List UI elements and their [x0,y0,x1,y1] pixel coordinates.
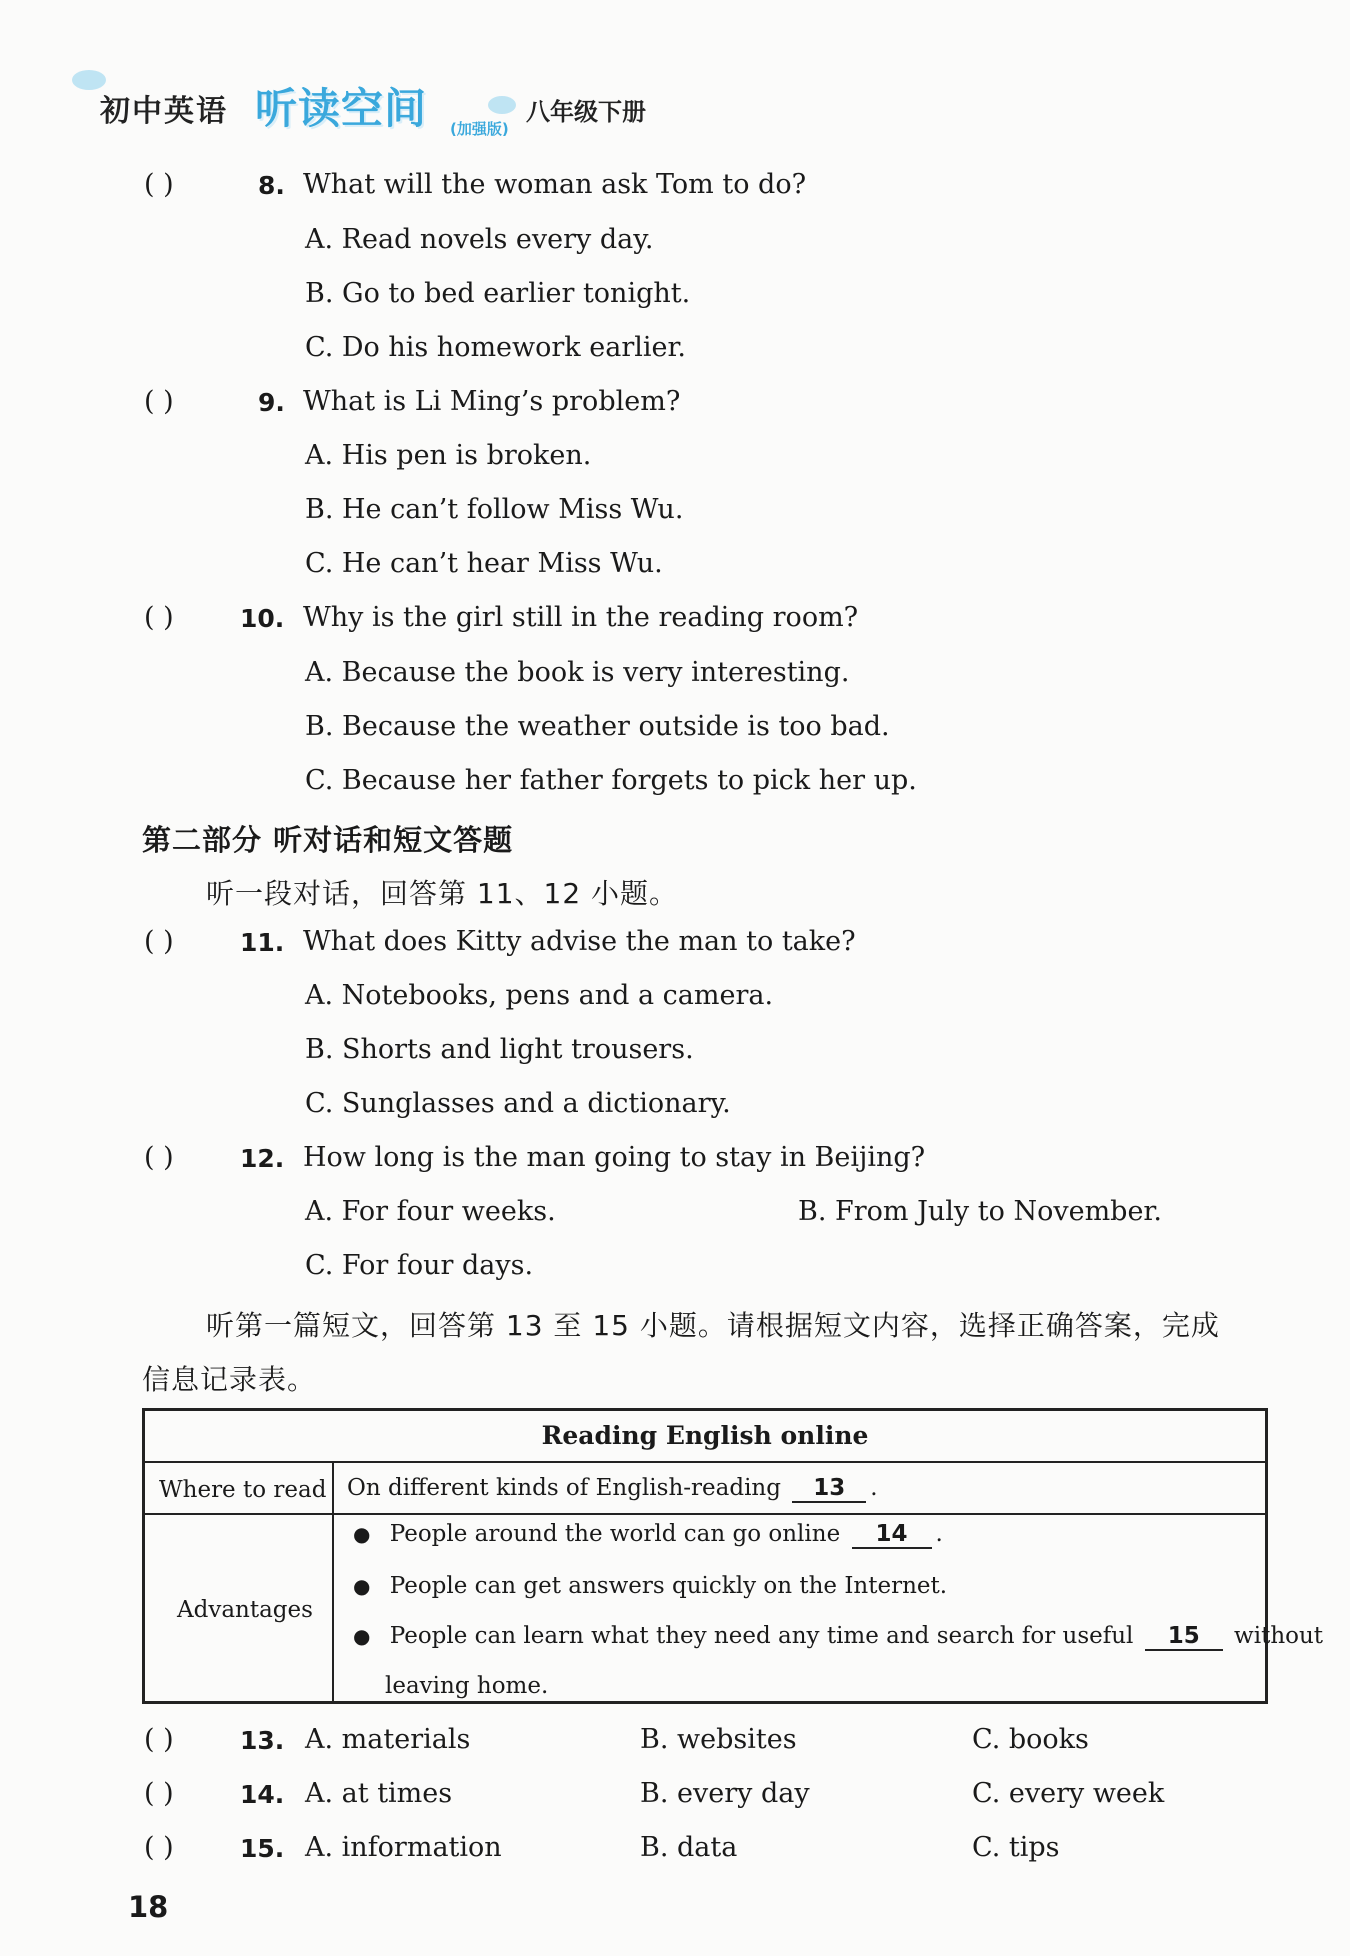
answer-bracket[interactable]: ( ) [144,1832,174,1863]
option: B. He can’t follow Miss Wu. [305,494,684,525]
question-stem: What is Li Ming’s problem? [303,386,681,417]
table-cell [347,1475,878,1503]
answer-blank-13[interactable]: 13 [792,1475,866,1503]
question-number: 11. [240,928,285,957]
option: B. data [640,1832,738,1863]
question-stem: How long is the man going to stay in Beijing? [303,1142,926,1173]
option: B. Because the weather outside is too bad. [305,711,890,742]
question-number: 14. [240,1780,285,1809]
option: C. tips [972,1832,1060,1863]
bullet-text-continued: without [1234,1623,1324,1649]
question-number: 8. [258,171,285,200]
bullet-item [353,1573,947,1599]
bullet-text: People around the world can go online [389,1521,841,1547]
cell-text: On different kinds of English-reading [347,1475,781,1501]
option: C. Because her father forgets to pick her up. [305,765,917,796]
question-number: 13. [240,1726,285,1755]
option: B. Shorts and light trousers. [305,1034,694,1065]
option: C. Sunglasses and a dictionary. [305,1088,731,1119]
question-number: 12. [240,1144,285,1173]
bullet-text: People can learn what they need any time and search for useful [389,1623,1134,1649]
answer-bracket[interactable]: ( ) [144,1142,174,1173]
option: A. His pen is broken. [305,440,592,471]
question-number: 15. [240,1834,285,1863]
option: A. materials [305,1724,471,1755]
info-record-table [142,1408,1324,1704]
section-title: 第二部分 听对话和短文答题 [142,823,514,857]
punctuation: . [870,1475,878,1501]
answer-bracket[interactable]: ( ) [144,1724,174,1755]
option: C. every week [972,1778,1165,1809]
series-title: 初中英语 [100,94,228,129]
row-label-where: Where to read [159,1477,327,1503]
option: C. He can’t hear Miss Wu. [305,548,663,579]
table-title: Reading English online [145,1411,1265,1463]
brand-subtitle: (加强版) [450,120,509,138]
question-number: 9. [258,388,285,417]
option: A. information [305,1832,502,1863]
instruction: 听第一篇短文，回答第 13 至 15 小题。请根据短文内容，选择正确答案，完成 [206,1309,1220,1342]
option: B. From July to November. [798,1196,1162,1227]
answer-bracket[interactable]: ( ) [144,926,174,957]
answer-blank-15[interactable]: 15 [1145,1623,1223,1651]
option: A. For four weeks. [305,1196,556,1227]
instruction: 信息记录表。 [142,1363,317,1396]
grade-label: 八年级下册 [526,98,646,126]
bullet-text: People can get answers quickly on the Internet. [389,1573,948,1599]
instruction: 听一段对话，回答第 11、12 小题。 [206,877,679,910]
bullet-item [353,1623,1323,1651]
cloud-decoration [488,96,516,114]
punctuation: . [935,1521,943,1547]
bullet-text-line2: leaving home. [385,1673,549,1699]
question-stem: What does Kitty advise the man to take? [303,926,856,957]
option: A. Because the book is very interesting. [305,657,850,688]
page-number: 18 [128,1890,169,1924]
question-stem: Why is the girl still in the reading room? [303,602,859,633]
bullet-icon: ● [353,1522,371,1546]
option: B. every day [640,1778,810,1809]
answer-bracket[interactable]: ( ) [144,169,174,200]
row-label-advantages: Advantages [177,1597,313,1623]
answer-blank-14[interactable]: 14 [852,1521,932,1549]
brand-logo: 听读空间 [255,84,428,133]
option: C. books [972,1724,1089,1755]
bullet-icon: ● [353,1574,371,1598]
table-divider [332,1463,334,1701]
answer-bracket[interactable]: ( ) [144,602,174,633]
option: C. Do his homework earlier. [305,332,687,363]
option: A. Notebooks, pens and a camera. [305,980,774,1011]
answer-bracket[interactable]: ( ) [144,1778,174,1809]
option: A. at times [305,1778,453,1809]
question-stem: What will the woman ask Tom to do? [303,169,807,200]
option: C. For four days. [305,1250,534,1281]
option: B. Go to bed earlier tonight. [305,278,691,309]
answer-bracket[interactable]: ( ) [144,386,174,417]
option: A. Read novels every day. [305,224,654,255]
bullet-icon: ● [353,1624,371,1648]
bullet-item [353,1521,943,1549]
question-number: 10. [240,604,285,633]
option: B. websites [640,1724,797,1755]
